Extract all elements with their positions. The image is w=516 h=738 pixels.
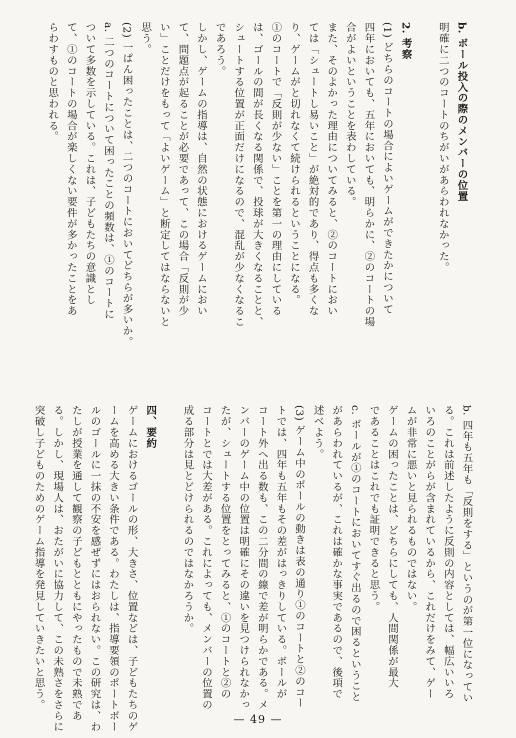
upper-column-line: 明確に二つのコートのちがいがあらわれなかった。 [436, 22, 449, 273]
lower-column-line: 突破し子どものためのゲーム指導を発見していきたいと思う。 [32, 405, 45, 711]
upper-column-line: 四年においても、五年においても、明らかに、②のコートの場 [362, 22, 375, 328]
lower-column-line: があらわれているが、これは確かな事実であるので、後項で [330, 405, 343, 700]
upper-column-line: て、問題点が起ることが必要であって、この場合「反則が少 [176, 22, 189, 317]
upper-column-line: ①のコートで「反則が少ない」ことを第一の理由にしている [269, 22, 282, 317]
upper-column-line: 合がよいということを表わしている。 [343, 22, 356, 208]
lower-column-line: 四、要約 [144, 405, 157, 449]
lower-column-line: ルのゴールに一抹の不安を感ぜずにはおられない。この研究は、わ [88, 405, 101, 732]
upper-column-line: (1) どちらのコートの場合によいゲームができたかについて [381, 22, 393, 315]
lower-column-line: b. 四年も五年も「反則をする」というのが第一位になってい [460, 405, 473, 704]
lower-column-line: トでは、四年も五年もその差がはっきりしている。ボールが [274, 405, 287, 700]
upper-column-line: ては「シュートし易いこと」が絶対的であり、得点も多くな [306, 22, 319, 317]
upper-column-line: シュートする位置が正面だけになるので、混乱が少なくなるこ [232, 22, 245, 328]
upper-column-line: b. ボール投入の際のメンバーの位置 [455, 22, 468, 202]
lower-column-line: 述べよう。 [311, 405, 324, 460]
lower-column-line: コートとでは大差がある。これによっても、メンバーの位置の [200, 405, 212, 711]
upper-column-line: a. 二つのコートについて困ったことの頻数は、①のコートに [102, 22, 114, 320]
lower-column-line: る。これは前述したように反則の内容としては、幅広いいろ [441, 405, 454, 700]
upper-column-line: は、ゴールの間が長くなる関係で、投球が大きくなることと、 [250, 22, 263, 328]
lower-column-line: ムが非常に悪いと見られるものではない。 [404, 405, 417, 613]
lower-column-line: であることはこれでも証明できると思う。 [367, 405, 380, 613]
lower-column-line: 成る部分は見とどけられるのではなかろうか。 [181, 405, 194, 634]
lower-column-line: る。しかし、現場人は、おたがいに協力して、この未熟さをさらに [51, 405, 64, 732]
lower-column-line: たが、シュートする位置をとってみると、①のコートと②の [218, 405, 231, 700]
lower-column-line: ンバーのゲーム中の位置は明確にその違いを見つけられなかっ [237, 405, 250, 711]
lower-column-line: たしが授業を通して観察の子どもとともにやったもので未熟であ [69, 405, 82, 722]
lower-column-line: ゲームにおけるゴールの形、大きさ、位置などは、子どもたちのゲ [125, 405, 138, 732]
lower-column-line: ゲームの困ったことは、どちらにしても、人間関係が最大 [386, 405, 398, 689]
upper-column-line: 思う。 [139, 22, 152, 55]
upper-column-line: (2) 一ぱん困ったことは、二つのコートにおいてどちらが多いか。 [120, 22, 133, 348]
lower-column-line: c. ボールが①のコートにおいてすぐ出るので困るということ [348, 405, 361, 703]
upper-column-line: であろう。 [213, 22, 226, 77]
upper-column-line: 2. 考察 [399, 22, 412, 60]
lower-column-line: いろのことがらが含まれているから、これだけをみて、ゲー [423, 405, 436, 700]
upper-column-line: り、ゲームがと切れなくて続けられるということになる。 [288, 22, 300, 306]
upper-column-line: ついて多数を示している。これは、子どもたちの意識とし [83, 22, 96, 306]
upper-column-line: らわすものと思われる。 [46, 22, 59, 142]
upper-column-line: て、①のコートの場合が楽しくない要件が多かったことをあ [64, 22, 77, 317]
lower-column-line: ームを高める大きい条件である。わたしは、指導要領のポートボー [107, 405, 119, 732]
upper-column-line: い」ことだけをもって「よいゲーム」と断定してはならないと [157, 22, 170, 328]
lower-column-line: (3) ゲーム中のボールの動きは表の通り①のコートと②のコー [293, 405, 305, 709]
page-number: — 49 — [233, 713, 283, 726]
upper-column-line: また、そのよかった理由についてみると、②のコートにおい [325, 22, 338, 317]
upper-column-line: しかし、ゲームの指導は、自然の状態におけるゲームにおい [195, 22, 207, 317]
lower-column-line: コート外へ出る数も、この二分間の線で差が明らかである。メ [255, 405, 268, 711]
